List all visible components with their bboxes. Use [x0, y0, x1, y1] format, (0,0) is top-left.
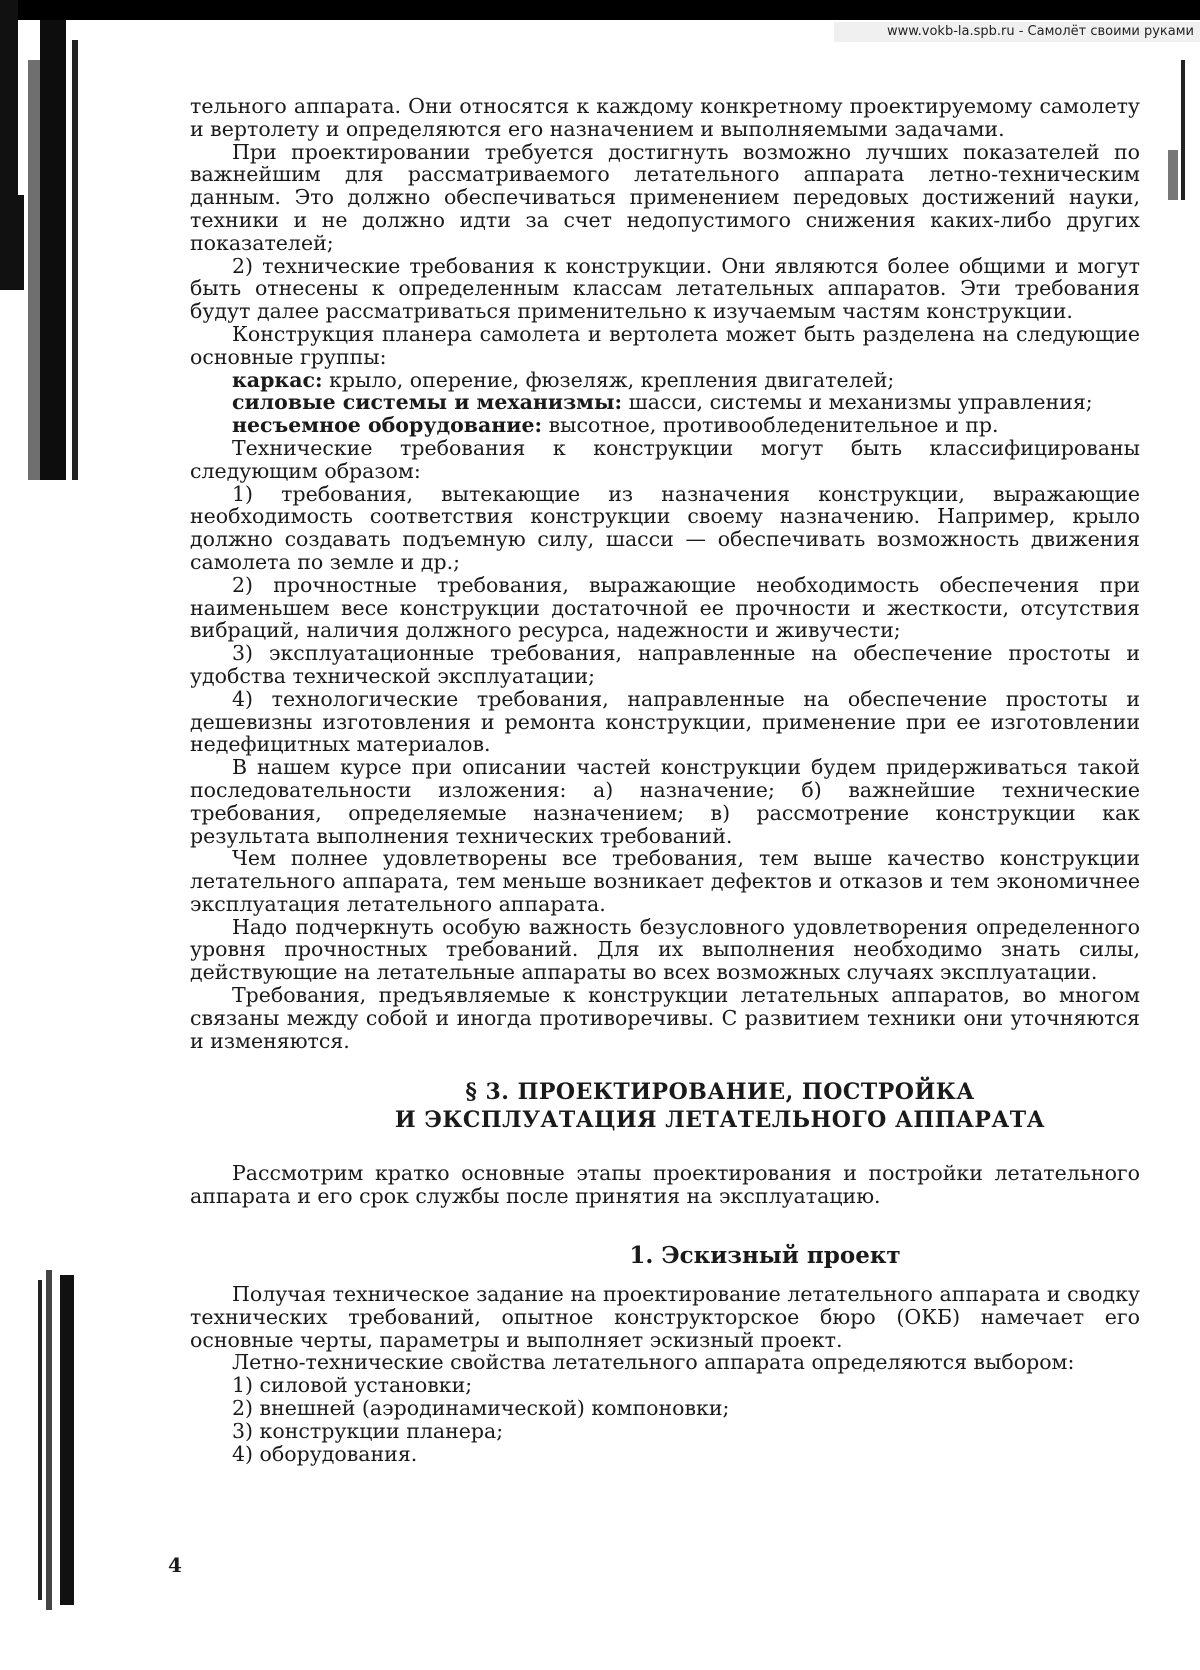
- scan-edge-artifact: [40, 20, 66, 480]
- paragraph: Технические требования к конструкции могут быть классифицированы следующим образом:: [190, 435, 1140, 483]
- paragraph: В нашем курсе при описании частей конструкции будем придерживаться такой последовательности изложения: а) назначение; б) важнейшие технические требования, определяемые назначением; в) рассмотрение конструкции как результата выполнения технических требований.: [190, 755, 1140, 848]
- group-item: [190, 391, 1140, 414]
- paragraph: тельного аппарата. Они относятся к каждому конкретному проектируемому самолету и вертолету и определяются его назначением и выполняемыми задачами.: [190, 94, 1140, 141]
- list-item: 2) внешней (аэродинамической) компоновки;: [232, 1396, 730, 1421]
- paragraph: 3) эксплуатационные требования, направленные на обеспечение простоты и удобства технической эксплуатации;: [190, 641, 1140, 688]
- group-item: [190, 369, 1140, 392]
- scan-edge-artifact: [38, 1280, 42, 1600]
- paragraph: Надо подчеркнуть особую важность безусловного удовлетворения определенного уровня прочностных требований. Для их выполнения необходимо знать силы, действующие на летательные аппараты во всех возможных случаях эксплуатации.: [190, 914, 1140, 985]
- paragraph: Требования, предъявляемые к конструкции летательных аппаратов, во многом связаны между собой и иногда противоречивы. С развитием техники они уточняются и изменяются.: [190, 983, 1140, 1053]
- group-term: каркас:: [232, 367, 323, 392]
- paragraph: 2) технические требования к конструкции. Они являются более общими и могут быть отнесены к определенным классам летательных аппаратов. Эти требования будут далее рассматриваться применительно к изучаемым частям конструкции.: [190, 253, 1140, 324]
- paragraph: Чем полнее удовлетворены все требования, тем выше качество конструкции летательного аппарата, тем меньше возникает дефектов и отказов и тем экономичнее эксплуатация летательного аппарата.: [190, 846, 1140, 916]
- paragraph: 2) прочностные требования, выражающие необходимость обеспечения при наименьшем весе конструкции достаточной ее прочности и жесткости, отсутствия вибраций, наличия должного ресурса, надежности и живучести;: [190, 572, 1140, 643]
- scan-edge-artifact: [0, 195, 24, 290]
- paragraph: Летно-технические свойства летательного аппарата определяются выбором:: [232, 1350, 1075, 1375]
- scan-top-border: [0, 0, 1200, 20]
- section-title-line: И ЭКСПЛУАТАЦИЯ ЛЕТАТЕЛЬНОГО АППАРАТА: [394, 1107, 1046, 1134]
- paragraph: 4) технологические требования, направленные на обеспечение простоты и дешевизны изготовления и ремонта конструкции, применение при ее изготовлении недефицитных материалов.: [190, 686, 1140, 757]
- scan-edge-artifact: [0, 0, 18, 200]
- list-item: 3) конструкции планера;: [232, 1418, 504, 1443]
- page-number: 4: [168, 1553, 182, 1577]
- section-intro: Рассмотрим кратко основные этапы проектирования и постройки летательного аппарата и его срок службы после принятия на эксплуатацию.: [190, 1161, 1140, 1209]
- group-item: [190, 414, 1140, 437]
- source-url-header: www.vokb-la.spb.ru - Самолёт своими руками: [834, 22, 1200, 42]
- list-item: 1) силовой установки;: [232, 1373, 473, 1398]
- group-text: высотное, противообледенительное и пр.: [542, 413, 999, 438]
- group-term: несъемное оборудование:: [232, 413, 543, 438]
- section-title-line: § 3. ПРОЕКТИРОВАНИЕ, ПОСТРОЙКА: [465, 1079, 975, 1106]
- list-item: 4) оборудования.: [232, 1441, 418, 1466]
- page-body: [190, 95, 1140, 1465]
- group-text: крыло, оперение, фюзеляж, крепления двигателей;: [322, 367, 895, 392]
- subsection-title: 1. Эскизный проект: [629, 1242, 901, 1270]
- scan-edge-artifact: [1181, 60, 1185, 200]
- paragraph: При проектировании требуется достигнуть возможно лучших показателей по важнейшим для рассматриваемого летательного аппарата летно-техническим данным. Это должно обеспечиваться применением передовых достижений науки, техники и не должно идти за счет недопустимого снижения каких-либо других показателей;: [190, 139, 1140, 255]
- group-term: силовые системы и механизмы:: [232, 390, 623, 415]
- scan-edge-artifact: [46, 1270, 52, 1610]
- paragraph: Получая техническое задание на проектирование летательного аппарата и сводку технических требований, опытное конструкторское бюро (ОКБ) намечает его основные черты, параметры и выполняет эскизный проект.: [190, 1282, 1140, 1352]
- scan-edge-artifact: [1168, 150, 1178, 200]
- group-text: шасси, системы и механизмы управления;: [622, 390, 1093, 415]
- scan-edge-artifact: [60, 1275, 74, 1605]
- paragraph: 1) требования, вытекающие из назначения конструкции, выражающие необходимость соответствия конструкции своему назначению. Например, крыло должно создавать подъемную силу, шасси — обеспечивать возможность движения самолета по земле и др.;: [190, 481, 1140, 574]
- scan-edge-artifact: [72, 40, 78, 480]
- paragraph: Конструкция планера самолета и вертолета может быть разделена на следующие основные группы:: [190, 321, 1140, 369]
- section-title: [190, 1078, 1140, 1134]
